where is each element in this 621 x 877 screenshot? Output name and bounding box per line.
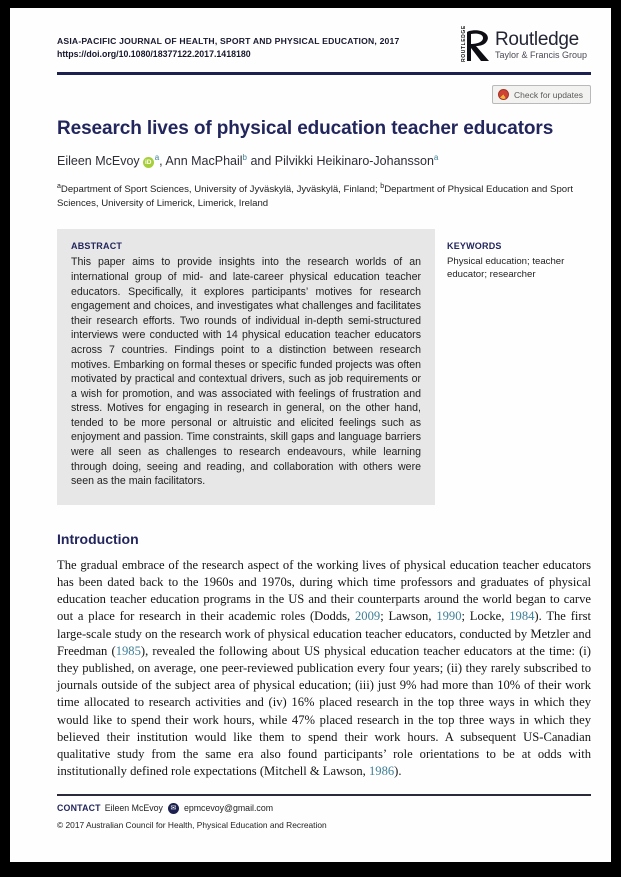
contact-email[interactable]: epmcevoy@gmail.com bbox=[183, 803, 274, 814]
page-header bbox=[57, 25, 591, 62]
keywords-text: Physical education; teacher educator; researcher bbox=[447, 256, 565, 281]
author-name: Pilvikki Heikinaro-Johansson bbox=[274, 154, 434, 169]
journal-page bbox=[10, 8, 611, 862]
citation-link[interactable]: 1986 bbox=[368, 764, 395, 779]
contact-name: Eileen McEvoy bbox=[104, 803, 163, 814]
publisher-group: Taylor & Francis Group bbox=[494, 50, 587, 60]
citation-link[interactable]: 1985 bbox=[115, 643, 141, 658]
citation-link[interactable]: 1984 bbox=[509, 609, 535, 624]
citation-link[interactable]: 2009 bbox=[355, 609, 381, 624]
journal-title: ASIA-PACIFIC JOURNAL OF HEALTH, SPORT AND PHYSICAL EDUCATION, 2017 bbox=[57, 36, 400, 46]
affiliations: $^a$Department of Sport Sciences, University of Jyväskylä, Jyväskylä, Finland; $^b$Department of Physical Education and Sport Sciences, University of Limerick, Limerick, Ireland bbox=[57, 183, 573, 210]
author-affiliation-sup: a bbox=[154, 153, 160, 162]
copyright-line: © 2017 Australian Council for Health, Physical Education and Recreation bbox=[57, 819, 327, 830]
keywords-block bbox=[447, 229, 583, 505]
article-title: Research lives of physical education teacher educators bbox=[57, 118, 554, 139]
footer-divider bbox=[57, 794, 591, 796]
crossmark-icon bbox=[498, 89, 509, 100]
author-name: Eileen McEvoy bbox=[57, 154, 140, 169]
introduction-paragraph: The gradual embrace of the research aspect of the working lives of physical education teacher educators has been dated back to the 1960s and 1970s, during which time professors and graduates of physical education teacher education programs in the US and their counterparts around the world began to carve out a place for research in their academic roles (Dodds, 2009; Lawson, 1990; Locke, 1984). The first large-scale study on the research work of physical education teacher educators, conducted by Metzler and Freedman (1985), revealed the following about US physical education teacher educators at the time: (i) they published, on average, one peer-reviewed publication every four years; (ii) they rarely subscribed to journals outside of the subject area of physical education; (iii) just 9% had more than 10% of their work time allocated to research activities and (iv) 16% placed research in the top three ways in which they would like to spend their work hours, while 47% placed research in the top three ways in which they believed their institution would like them to spend their work hours. A subsequent US-Canadian qualitative study from the same era also found participants’ role orientations to be at odds with institutionally defined role expectations (Mitchell & Lawson, 1986). bbox=[57, 557, 591, 779]
author-name: Ann MacPhail bbox=[165, 154, 243, 169]
check-for-updates-label: Check for updates bbox=[514, 89, 583, 100]
abstract-text: This paper aims to provide insights into the research worlds of an international group of mid- and late-career physical education teacher educators. Specifically, it explores participants’ motives for research engagement and choices, and investigates what challenges and facilitates their research efforts. Two rounds of individual in-depth semi-structured interviews were conducted with 14 physical education teacher educators across 7 countries. Findings point to a distinction between research motives. Embarking on formal theses or specific funded projects was often motivated by practical and contextual drivers, such as job requirements or a wish for promotion, and was associated with feelings of frustration and stress. Motives for engaging in research in general, on the other hand, tended to be more personal or altruistic and elicited feelings such as enjoyment and passion. Time constraints, skill gaps and language barriers were all seen as challenges to research endeavours, while learning through doing, seeing and reading, and collaboration with others were seen as the main facilitators. bbox=[71, 256, 421, 488]
contact-line bbox=[57, 803, 591, 814]
author-affiliation-sup: a bbox=[433, 153, 439, 162]
email-icon: ✉ bbox=[168, 803, 179, 814]
keywords-heading: KEYWORDS bbox=[447, 241, 502, 252]
contact-label: CONTACT bbox=[57, 803, 101, 814]
routledge-logo bbox=[460, 25, 587, 62]
check-for-updates-button[interactable] bbox=[492, 85, 591, 104]
orcid-icon[interactable]: iD bbox=[143, 157, 154, 168]
introduction-heading: Introduction bbox=[57, 530, 139, 547]
abstract-heading: ABSTRACT bbox=[71, 241, 123, 252]
author-affiliation-sup: b bbox=[242, 153, 247, 162]
citation-link[interactable]: 1990 bbox=[436, 609, 462, 624]
author-line: Eileen McEvoy $iD^a$, Ann MacPhail$^b$ and Pilvikki Heikinaro-Johansson$^a$ bbox=[57, 153, 439, 169]
abstract-box bbox=[57, 229, 435, 505]
header-divider bbox=[57, 72, 591, 75]
doi-link[interactable]: https://doi.org/10.1080/18377122.2017.1418180 bbox=[57, 49, 251, 59]
routledge-r-icon: ROUTLEDGE bbox=[461, 30, 491, 62]
journal-info bbox=[57, 30, 400, 59]
publisher-brand: Routledge bbox=[494, 29, 579, 50]
